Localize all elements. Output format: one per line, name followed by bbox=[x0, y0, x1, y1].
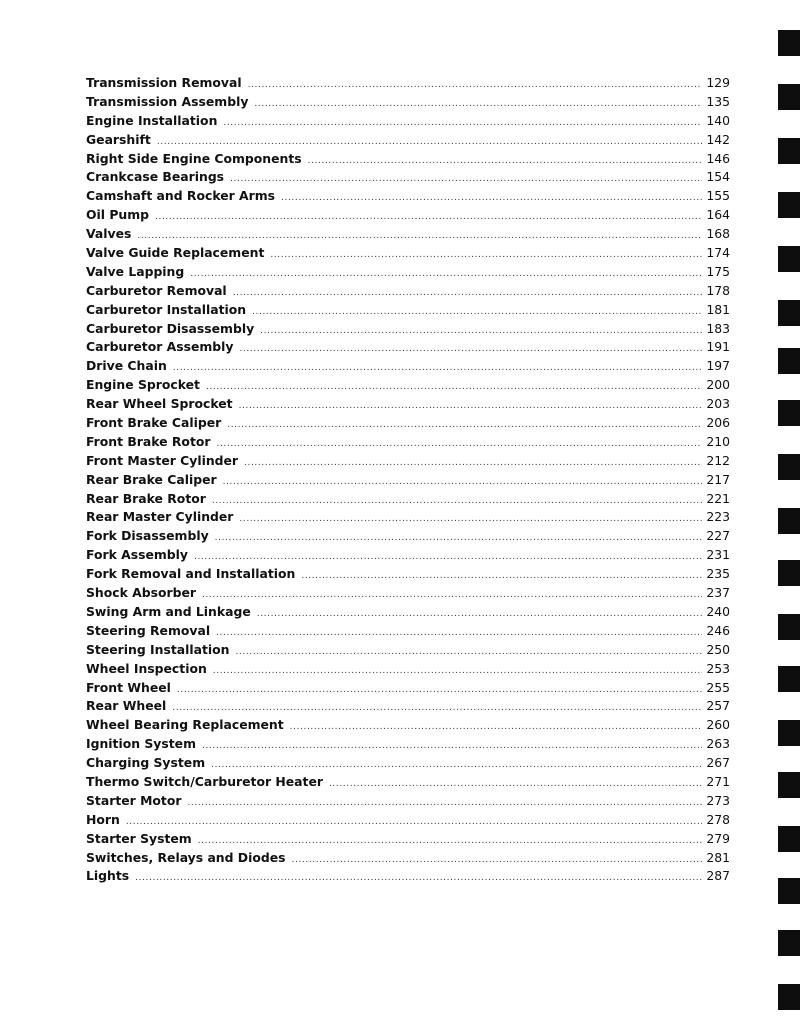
toc-entry[interactable] bbox=[86, 680, 730, 699]
dot-leader bbox=[239, 514, 702, 524]
table-of-contents bbox=[86, 75, 730, 887]
toc-entry-page: 135 bbox=[706, 93, 730, 109]
toc-entry-page: 129 bbox=[706, 75, 730, 90]
toc-entry[interactable] bbox=[86, 528, 730, 547]
dot-leader bbox=[173, 363, 702, 373]
dot-leader bbox=[230, 174, 702, 184]
edge-tab-marker bbox=[778, 878, 800, 904]
toc-entry-page: 164 bbox=[706, 207, 730, 223]
toc-entry-title: Transmission Assembly bbox=[86, 93, 249, 109]
dot-leader bbox=[187, 798, 702, 808]
toc-entry-page: 257 bbox=[706, 698, 730, 714]
toc-entry-title: Wheel Inspection bbox=[86, 660, 207, 676]
dot-leader bbox=[308, 156, 702, 166]
dot-leader bbox=[292, 855, 702, 865]
toc-entry[interactable] bbox=[86, 717, 730, 736]
toc-entry-title: Carburetor Disassembly bbox=[86, 320, 255, 336]
toc-entry-page: 140 bbox=[706, 112, 730, 128]
toc-entry[interactable] bbox=[86, 434, 730, 453]
toc-entry[interactable] bbox=[86, 642, 730, 661]
toc-entry-title: Shock Absorber bbox=[86, 585, 196, 601]
toc-entry[interactable] bbox=[86, 188, 730, 207]
toc-entry-title: Steering Removal bbox=[86, 622, 211, 638]
toc-entry-title: Charging System bbox=[86, 755, 206, 771]
toc-entry-page: 210 bbox=[706, 433, 730, 449]
toc-entry[interactable] bbox=[86, 698, 730, 717]
toc-entry-title: Front Brake Caliper bbox=[86, 415, 222, 431]
toc-entry-title: Carburetor Installation bbox=[86, 301, 247, 317]
toc-entry[interactable] bbox=[86, 585, 730, 604]
toc-entry-page: 178 bbox=[706, 282, 730, 298]
toc-entry[interactable] bbox=[86, 321, 730, 340]
toc-entry-page: 287 bbox=[706, 868, 730, 884]
toc-entry[interactable] bbox=[86, 736, 730, 755]
toc-entry-page: 260 bbox=[706, 717, 730, 733]
toc-entry-title: Transmission Removal bbox=[86, 75, 242, 90]
toc-entry-title: Carburetor Assembly bbox=[86, 339, 234, 355]
toc-entry[interactable] bbox=[86, 132, 730, 151]
toc-entry-page: 235 bbox=[706, 566, 730, 582]
edge-tab-marker bbox=[778, 930, 800, 956]
dot-leader bbox=[244, 458, 702, 468]
toc-entry-page: 237 bbox=[706, 585, 730, 601]
toc-entry-title: Right Side Engine Components bbox=[86, 150, 302, 166]
dot-leader bbox=[198, 836, 702, 846]
dot-leader bbox=[329, 779, 702, 789]
toc-entry[interactable] bbox=[86, 169, 730, 188]
toc-entry-title: Rear Brake Caliper bbox=[86, 471, 217, 487]
toc-entry-page: 271 bbox=[706, 773, 730, 789]
toc-entry[interactable] bbox=[86, 623, 730, 642]
dot-leader bbox=[290, 722, 702, 732]
edge-tab-marker bbox=[778, 826, 800, 852]
toc-entry[interactable] bbox=[86, 396, 730, 415]
toc-entry-title: Fork Removal and Installation bbox=[86, 566, 296, 582]
toc-entry-page: 279 bbox=[706, 830, 730, 846]
toc-entry[interactable] bbox=[86, 453, 730, 472]
toc-entry-page: 168 bbox=[706, 226, 730, 242]
edge-tab-marker bbox=[778, 560, 800, 586]
dot-leader bbox=[126, 817, 702, 827]
toc-entry-page: 227 bbox=[706, 528, 730, 544]
edge-tab-marker bbox=[778, 300, 800, 326]
toc-entry[interactable] bbox=[86, 812, 730, 831]
toc-entry-title: Wheel Bearing Replacement bbox=[86, 717, 284, 733]
dot-leader bbox=[157, 137, 702, 147]
edge-tab-marker bbox=[778, 454, 800, 480]
toc-entry-title: Front Wheel bbox=[86, 679, 171, 695]
dot-leader bbox=[257, 609, 702, 619]
toc-entry-title: Valves bbox=[86, 226, 132, 242]
toc-entry-page: 246 bbox=[706, 622, 730, 638]
toc-entry[interactable] bbox=[86, 151, 730, 170]
toc-entry-page: 183 bbox=[706, 320, 730, 336]
dot-leader bbox=[223, 118, 702, 128]
edge-tab-marker bbox=[778, 138, 800, 164]
toc-entry-title: Engine Installation bbox=[86, 112, 218, 128]
dot-leader bbox=[137, 231, 702, 241]
dot-leader bbox=[215, 533, 702, 543]
toc-entry-title: Starter Motor bbox=[86, 792, 182, 808]
dot-leader bbox=[190, 269, 702, 279]
toc-entry-page: 142 bbox=[706, 131, 730, 147]
toc-entry-page: 221 bbox=[706, 490, 730, 506]
toc-entry-page: 281 bbox=[706, 849, 730, 865]
toc-entry[interactable] bbox=[86, 831, 730, 850]
dot-leader bbox=[212, 496, 702, 506]
toc-entry-page: 146 bbox=[706, 150, 730, 166]
toc-entry-page: 206 bbox=[706, 415, 730, 431]
dot-leader bbox=[239, 344, 702, 354]
toc-entry[interactable] bbox=[86, 774, 730, 793]
toc-entry-title: Rear Wheel bbox=[86, 698, 167, 714]
toc-entry[interactable] bbox=[86, 358, 730, 377]
toc-entry-title: Front Master Cylinder bbox=[86, 452, 239, 468]
toc-entry-title: Camshaft and Rocker Arms bbox=[86, 188, 276, 204]
toc-entry-title: Rear Brake Rotor bbox=[86, 490, 206, 506]
toc-entry-page: 203 bbox=[706, 396, 730, 412]
dot-leader bbox=[202, 590, 702, 600]
toc-entry-title: Swing Arm and Linkage bbox=[86, 603, 251, 619]
dot-leader bbox=[155, 212, 702, 222]
toc-entry-page: 197 bbox=[706, 358, 730, 374]
toc-entry-title: Rear Wheel Sprocket bbox=[86, 396, 233, 412]
toc-entry-title: Drive Chain bbox=[86, 358, 167, 374]
toc-entry-title: Valve Lapping bbox=[86, 263, 185, 279]
toc-entry[interactable] bbox=[86, 245, 730, 264]
edge-tab-marker bbox=[778, 30, 800, 56]
dot-leader bbox=[194, 552, 702, 562]
toc-entry[interactable] bbox=[86, 755, 730, 774]
toc-entry-page: 223 bbox=[706, 509, 730, 525]
dot-leader bbox=[254, 99, 702, 109]
toc-entry[interactable] bbox=[86, 339, 730, 358]
dot-leader bbox=[223, 477, 702, 487]
dot-leader bbox=[135, 873, 702, 883]
toc-entry-title: Rear Master Cylinder bbox=[86, 509, 234, 525]
dot-leader bbox=[177, 685, 702, 695]
toc-entry-title: Thermo Switch/Carburetor Heater bbox=[86, 773, 323, 789]
toc-entry-title: Engine Sprocket bbox=[86, 377, 200, 393]
dot-leader bbox=[252, 307, 702, 317]
toc-entry-page: 154 bbox=[706, 169, 730, 185]
edge-tab-marker bbox=[778, 720, 800, 746]
toc-entry[interactable] bbox=[86, 264, 730, 283]
toc-entry-page: 253 bbox=[706, 660, 730, 676]
edge-tab-marker bbox=[778, 246, 800, 272]
dot-leader bbox=[206, 382, 702, 392]
dot-leader bbox=[270, 250, 702, 260]
toc-entry-page: 278 bbox=[706, 811, 730, 827]
dot-leader bbox=[239, 401, 702, 411]
toc-entry-page: 175 bbox=[706, 263, 730, 279]
toc-entry[interactable] bbox=[86, 415, 730, 434]
edge-tab-marker bbox=[778, 84, 800, 110]
dot-leader bbox=[213, 666, 702, 676]
toc-entry-title: Carburetor Removal bbox=[86, 282, 227, 298]
toc-entry-page: 200 bbox=[706, 377, 730, 393]
toc-entry[interactable] bbox=[86, 75, 730, 94]
dot-leader bbox=[235, 647, 702, 657]
edge-tab-marker bbox=[778, 614, 800, 640]
toc-entry-page: 240 bbox=[706, 603, 730, 619]
dot-leader bbox=[216, 628, 702, 638]
toc-entry-title: Crankcase Bearings bbox=[86, 169, 225, 185]
edge-tab-marker bbox=[778, 192, 800, 218]
toc-entry-page: 217 bbox=[706, 471, 730, 487]
toc-entry[interactable] bbox=[86, 566, 730, 585]
toc-entry-page: 174 bbox=[706, 245, 730, 261]
dot-leader bbox=[248, 80, 702, 90]
edge-tab-marker bbox=[778, 400, 800, 426]
toc-entry[interactable] bbox=[86, 472, 730, 491]
toc-entry[interactable] bbox=[86, 509, 730, 528]
toc-entry-title: Switches, Relays and Diodes bbox=[86, 849, 286, 865]
toc-entry-title: Front Brake Rotor bbox=[86, 433, 211, 449]
toc-entry[interactable] bbox=[86, 604, 730, 623]
toc-entry-page: 267 bbox=[706, 755, 730, 771]
toc-entry-title: Oil Pump bbox=[86, 207, 150, 223]
toc-entry-title: Steering Installation bbox=[86, 641, 230, 657]
dot-leader bbox=[227, 420, 702, 430]
toc-entry[interactable] bbox=[86, 491, 730, 510]
toc-entry-page: 181 bbox=[706, 301, 730, 317]
toc-entry-page: 231 bbox=[706, 547, 730, 563]
toc-entry[interactable] bbox=[86, 207, 730, 226]
toc-entry-title: Valve Guide Replacement bbox=[86, 245, 265, 261]
toc-entry-title: Gearshift bbox=[86, 131, 151, 147]
section-edge-tabs bbox=[776, 0, 800, 1035]
toc-entry[interactable] bbox=[86, 113, 730, 132]
dot-leader bbox=[281, 193, 702, 203]
toc-entry[interactable] bbox=[86, 868, 730, 887]
toc-entry-page: 255 bbox=[706, 679, 730, 695]
toc-entry[interactable] bbox=[86, 377, 730, 396]
toc-entry[interactable] bbox=[86, 283, 730, 302]
toc-entry[interactable] bbox=[86, 793, 730, 812]
dot-leader bbox=[301, 571, 702, 581]
dot-leader bbox=[211, 760, 702, 770]
toc-entry-title: Ignition System bbox=[86, 736, 196, 752]
dot-leader bbox=[233, 288, 702, 298]
toc-entry-title: Starter System bbox=[86, 830, 192, 846]
toc-entry[interactable] bbox=[86, 547, 730, 566]
toc-entry-title: Horn bbox=[86, 811, 120, 827]
toc-entry[interactable] bbox=[86, 850, 730, 869]
dot-leader bbox=[172, 703, 702, 713]
edge-tab-marker bbox=[778, 508, 800, 534]
dot-leader bbox=[202, 741, 702, 751]
toc-entry[interactable] bbox=[86, 226, 730, 245]
toc-entry-page: 155 bbox=[706, 188, 730, 204]
dot-leader bbox=[217, 439, 703, 449]
edge-tab-marker bbox=[778, 772, 800, 798]
toc-entry-page: 273 bbox=[706, 792, 730, 808]
toc-entry-page: 263 bbox=[706, 736, 730, 752]
edge-tab-marker bbox=[778, 348, 800, 374]
toc-entry-page: 250 bbox=[706, 641, 730, 657]
toc-entry[interactable] bbox=[86, 661, 730, 680]
toc-entry-title: Lights bbox=[86, 868, 130, 884]
toc-entry[interactable] bbox=[86, 94, 730, 113]
toc-entry[interactable] bbox=[86, 302, 730, 321]
toc-entry-title: Fork Assembly bbox=[86, 547, 188, 563]
toc-entry-page: 191 bbox=[706, 339, 730, 355]
edge-tab-marker bbox=[778, 984, 800, 1010]
toc-entry-page: 212 bbox=[706, 452, 730, 468]
toc-entry-title: Fork Disassembly bbox=[86, 528, 209, 544]
edge-tab-marker bbox=[778, 666, 800, 692]
dot-leader bbox=[260, 326, 702, 336]
